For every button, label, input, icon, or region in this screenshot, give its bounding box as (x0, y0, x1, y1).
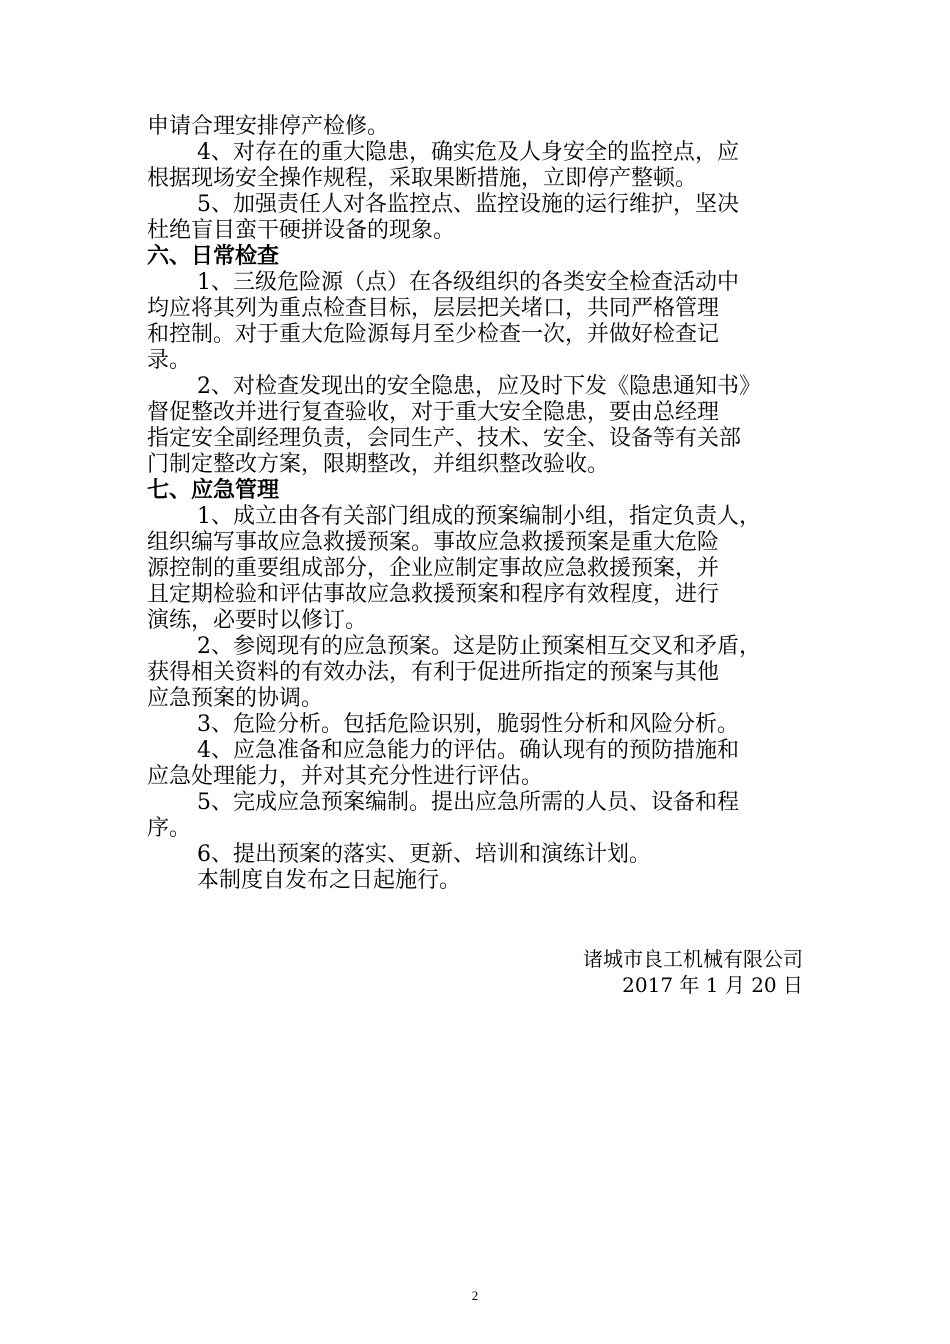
company-name: 诸城市良工机械有限公司 (583, 947, 803, 971)
text-line: 督促整改并进行复查验收，对于重大安全隐患，要由总经理 (147, 400, 720, 425)
text-line: 组织编写事故应急救援预案。事故应急救援预案是重大危险 (147, 530, 720, 555)
paragraph (147, 140, 807, 192)
text-line: 1、三级危险源（点）在各级组织的各类安全检查活动中 (197, 270, 739, 295)
text-line: 6、提出预案的落实、更新、培训和演练计划。 (197, 842, 651, 867)
page-number: 2 (471, 1288, 479, 1303)
section-heading: 七、应急管理 (147, 478, 280, 503)
paragraph (147, 634, 807, 712)
paragraph (147, 504, 807, 634)
text-line: 本制度自发布之日起施行。 (197, 868, 462, 893)
paragraph (147, 374, 807, 478)
text-line: 应急处理能力，并对其充分性进行评估。 (147, 764, 544, 789)
paragraph (147, 270, 807, 374)
text-line: 源控制的重要组成部分，企业应制定事故应急救援预案，并 (147, 556, 720, 581)
text-line: 杜绝盲目蛮干硬拼设备的现象。 (147, 218, 456, 243)
paragraph (147, 842, 807, 868)
paragraph (147, 192, 807, 244)
text-line: 且定期检验和评估事故应急救援预案和程序有效程度，进行 (147, 582, 720, 607)
text-line: 应急预案的协调。 (147, 686, 324, 711)
text-line: 序。 (147, 816, 192, 841)
text-line: 门制定整改方案，限期整改，并组织整改验收。 (147, 452, 610, 477)
text-line: 录。 (147, 348, 192, 373)
text-line: 和控制。对于重大危险源每月至少检查一次，并做好检查记 (147, 322, 720, 347)
paragraph (147, 790, 807, 842)
text-line: 4、对存在的重大隐患，确实危及人身安全的监控点，应 (197, 140, 739, 165)
text-line: 申请合理安排停产检修。 (147, 114, 390, 139)
text-line: 指定安全副经理负责，会同生产、技术、安全、设备等有关部 (147, 426, 742, 451)
text-line: 2、对检查发现出的安全隐患，应及时下发《隐患通知书》 (197, 374, 761, 399)
paragraph (147, 868, 807, 894)
text-line: 4、应急准备和应急能力的评估。确认现有的预防措施和 (197, 738, 739, 763)
paragraph (147, 114, 807, 140)
section-heading: 六、日常检查 (147, 244, 280, 269)
text-line: 根据现场安全操作规程，采取果断措施，立即停产整顿。 (147, 166, 698, 191)
signature-date: 2017 年 1 月 20 日 (622, 973, 803, 997)
text-line: 5、完成应急预案编制。提出应急所需的人员、设备和程 (197, 790, 739, 815)
text-line: 均应将其列为重点检查目标，层层把关堵口，共同严格管理 (147, 296, 720, 321)
text-line: 3、危险分析。包括危险识别，脆弱性分析和风险分析。 (197, 712, 739, 737)
signature-block (147, 946, 807, 998)
text-line: 演练，必要时以修订。 (147, 608, 368, 633)
text-line: 5、加强责任人对各监控点、监控设施的运行维护，坚决 (197, 192, 739, 217)
document-body (147, 114, 807, 998)
paragraph (147, 738, 807, 790)
paragraph (147, 712, 807, 738)
text-line: 2、参阅现有的应急预案。这是防止预案相互交叉和矛盾， (197, 634, 761, 659)
text-line: 获得相关资料的有效办法，有利于促进所指定的预案与其他 (147, 660, 720, 685)
text-line: 1、成立由各有关部门组成的预案编制小组，指定负责人， (197, 504, 761, 529)
